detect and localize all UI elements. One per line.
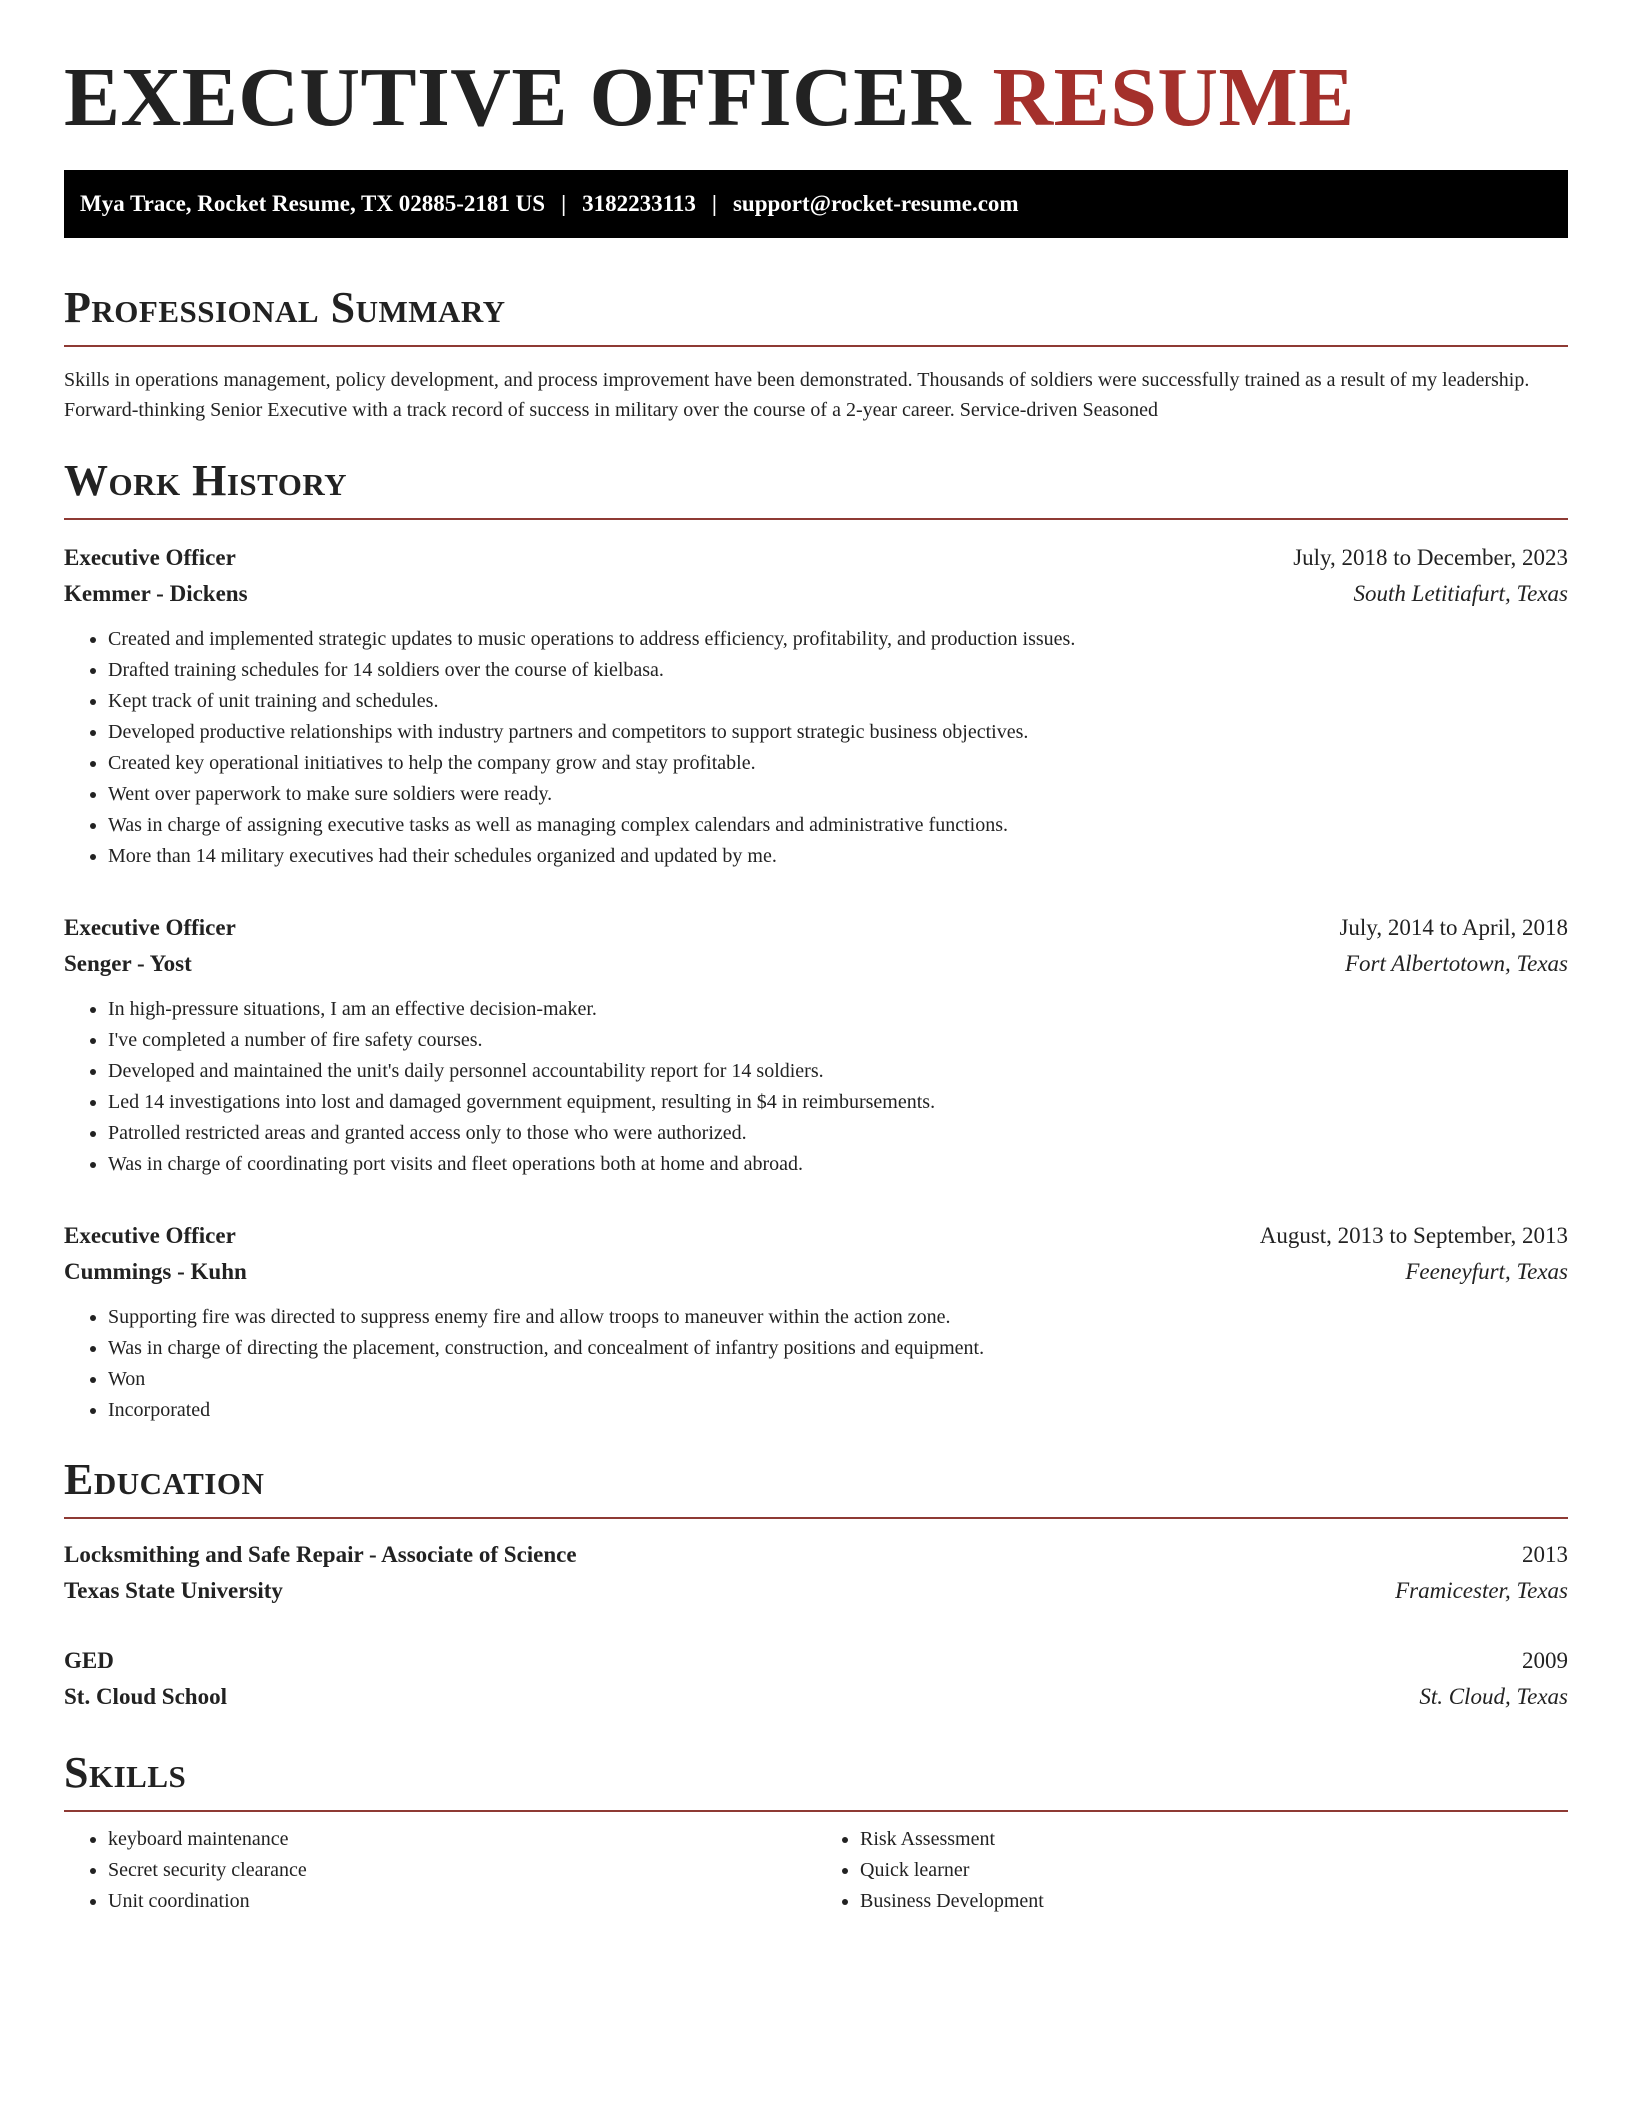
- job-header-row: [64, 540, 1568, 576]
- job-company-row: [64, 946, 1568, 982]
- work-history-section: [64, 455, 1568, 1426]
- education-entry: [64, 1537, 1568, 1609]
- education-degree: Locksmithing and Safe Repair - Associate of Science: [64, 1541, 577, 1567]
- job-bullets: [64, 624, 1568, 872]
- education-degree-row: [64, 1643, 1568, 1679]
- contact-separator: |: [561, 191, 567, 217]
- summary-section: [64, 282, 1568, 425]
- job-dates: July, 2014 to April, 2018: [1339, 914, 1568, 940]
- job-bullet: • Kept track of unit training and schedules.: [108, 686, 1568, 717]
- contact-address: Mya Trace, Rocket Resume, TX 02885-2181 US: [80, 191, 546, 217]
- job-entry: [64, 1218, 1568, 1426]
- skill-item: • Secret security clearance: [108, 1855, 816, 1886]
- job-bullet: • In high-pressure situations, I am an effective decision-maker.: [108, 994, 1568, 1025]
- job-bullets: [64, 1302, 1568, 1426]
- job-company-row: [64, 1254, 1568, 1290]
- job-header-row: [64, 1218, 1568, 1254]
- job-bullet: • Went over paperwork to make sure soldiers were ready.: [108, 779, 1568, 810]
- job-title: Executive Officer: [64, 1222, 236, 1248]
- section-divider: [64, 1517, 1568, 1519]
- job-bullet: • Was in charge of coordinating port visits and fleet operations both at home and abroad.: [108, 1149, 1568, 1180]
- summary-text: Skills in operations management, policy development, and process improvement have been demonstrated. Thousands of soldiers were successfully trained as a result of my leadership. Forward-thinking Senior Executive with a track record of success in military over the course of a 2-year career. Service-driven Seasoned: [64, 369, 1530, 422]
- education-location: St. Cloud, Texas: [1419, 1683, 1568, 1709]
- job-bullet: • Drafted training schedules for 14 soldiers over the course of kielbasa.: [108, 655, 1568, 686]
- section-divider: [64, 1810, 1568, 1812]
- summary-heading: Professional Summary: [64, 283, 506, 333]
- job-bullet: • Was in charge of assigning executive tasks as well as managing complex calendars and administrative functions.: [108, 810, 1568, 841]
- skills-section: [64, 1747, 1568, 1917]
- job-bullets: [64, 994, 1568, 1180]
- education-degree: GED: [64, 1647, 114, 1673]
- education-heading: Education: [64, 1454, 265, 1504]
- job-bullet: • Led 14 investigations into lost and damaged government equipment, resulting in $4 in reimbursements.: [108, 1087, 1568, 1118]
- education-location: Framicester, Texas: [1395, 1577, 1568, 1603]
- contact-phone: 3182233113: [582, 191, 696, 217]
- job-location: South Letitiafurt, Texas: [1353, 580, 1568, 606]
- job-title: Executive Officer: [64, 914, 236, 940]
- job-bullet: • Won: [108, 1364, 1568, 1395]
- skill-item: • Quick learner: [860, 1855, 1568, 1886]
- job-bullet: • Developed productive relationships with industry partners and competitors to support strategic business objectives.: [108, 717, 1568, 748]
- job-bullet: • Patrolled restricted areas and granted access only to those who were authorized.: [108, 1118, 1568, 1149]
- skills-heading: Skills: [64, 1747, 187, 1797]
- skills-column-left: [64, 1824, 816, 1917]
- contact-separator: |: [711, 191, 717, 217]
- job-bullet: • Created key operational initiatives to help the company grow and stay profitable.: [108, 748, 1568, 779]
- education-school-row: [64, 1679, 1568, 1715]
- skill-item: • Unit coordination: [108, 1886, 816, 1917]
- job-bullet: • Was in charge of directing the placement, construction, and concealment of infantry positions and equipment.: [108, 1333, 1568, 1364]
- job-location: Fort Albertotown, Texas: [1345, 950, 1568, 976]
- job-bullet: • More than 14 military executives had their schedules organized and updated by me.: [108, 841, 1568, 872]
- job-company: Kemmer - Dickens: [64, 580, 248, 606]
- education-section: [64, 1454, 1568, 1715]
- education-school: Texas State University: [64, 1577, 283, 1603]
- job-location: Feeneyfurt, Texas: [1405, 1258, 1568, 1284]
- resume-title: [64, 52, 1568, 144]
- job-dates: August, 2013 to September, 2013: [1259, 1222, 1568, 1248]
- skill-item: • Business Development: [860, 1886, 1568, 1917]
- skills-column-right: [816, 1824, 1568, 1917]
- section-divider: [64, 345, 1568, 347]
- contact-bar: [64, 170, 1568, 238]
- contact-email: support@rocket-resume.com: [732, 191, 1019, 217]
- job-company: Senger - Yost: [64, 950, 192, 976]
- skills-grid: [64, 1824, 1568, 1917]
- job-bullet: • Supporting fire was directed to suppress enemy fire and allow troops to maneuver within the action zone.: [108, 1302, 1568, 1333]
- section-divider: [64, 518, 1568, 520]
- education-entry: [64, 1643, 1568, 1715]
- education-year: 2013: [1522, 1541, 1568, 1567]
- work-history-heading: Work History: [64, 456, 348, 506]
- skill-item: • keyboard maintenance: [108, 1824, 816, 1855]
- job-entry: [64, 540, 1568, 872]
- education-year: 2009: [1522, 1647, 1568, 1673]
- job-bullet: • I've completed a number of fire safety courses.: [108, 1025, 1568, 1056]
- education-school-row: [64, 1573, 1568, 1609]
- job-company-row: [64, 576, 1568, 612]
- education-school: St. Cloud School: [64, 1683, 227, 1709]
- title-main: EXECUTIVE OFFICER: [64, 51, 971, 144]
- title-accent: RESUME: [992, 51, 1355, 144]
- job-header-row: [64, 910, 1568, 946]
- education-degree-row: [64, 1537, 1568, 1573]
- job-bullet: • Incorporated: [108, 1395, 1568, 1426]
- job-bullet: • Created and implemented strategic updates to music operations to address efficiency, profitability, and production issues.: [108, 624, 1568, 655]
- skill-item: • Risk Assessment: [860, 1824, 1568, 1855]
- job-title: Executive Officer: [64, 544, 236, 570]
- job-bullet: • Developed and maintained the unit's daily personnel accountability report for 14 soldiers.: [108, 1056, 1568, 1087]
- job-company: Cummings - Kuhn: [64, 1258, 247, 1284]
- job-dates: July, 2018 to December, 2023: [1293, 544, 1568, 570]
- job-entry: [64, 910, 1568, 1180]
